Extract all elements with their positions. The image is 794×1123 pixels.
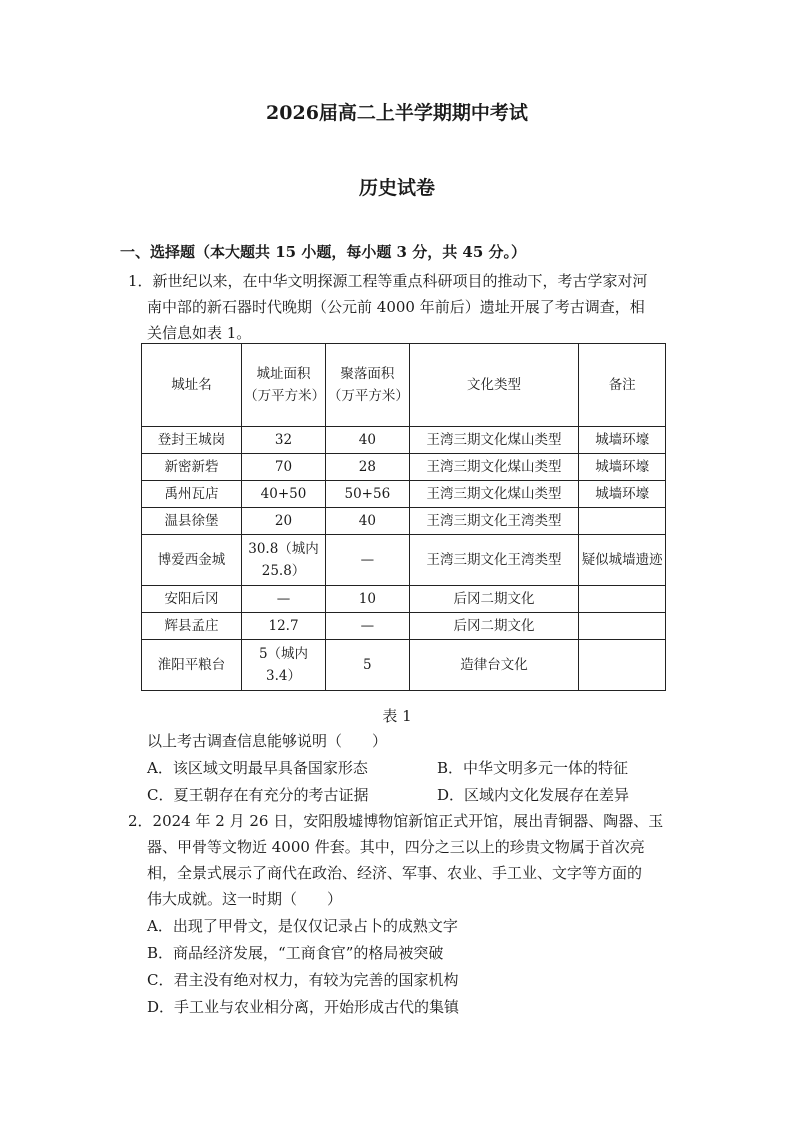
question-2-option-c[interactable]: C．君主没有绝对权力，有较为完善的国家机构 bbox=[147, 971, 459, 989]
table-row bbox=[142, 535, 666, 586]
table-cell bbox=[579, 586, 666, 613]
table-cell bbox=[579, 613, 666, 640]
table-cell: 城墙环壕 bbox=[579, 481, 666, 508]
sites-table bbox=[141, 343, 666, 691]
exam-title: 2026届高二上半学期期中考试 bbox=[266, 102, 528, 124]
table-cell: 20 bbox=[242, 508, 326, 535]
question-1-option-c[interactable]: C．夏王朝存在有充分的考古证据 bbox=[147, 786, 369, 804]
table-cell: 王湾三期文化煤山类型 bbox=[409, 427, 579, 454]
table-row bbox=[142, 508, 666, 535]
table-cell: 后冈二期文化 bbox=[409, 586, 579, 613]
table-cell: 28 bbox=[325, 454, 409, 481]
question-1-option-b[interactable]: B．中华文明多元一体的特征 bbox=[437, 759, 629, 777]
question-2-stem-line-3: 相，全景式展示了商代在政治、经济、军事、农业、手工业、文字等方面的 bbox=[147, 864, 643, 882]
table-cell: — bbox=[325, 613, 409, 640]
table-cell: 50+56 bbox=[325, 481, 409, 508]
table-caption: 表 1 bbox=[382, 707, 412, 725]
table-cell bbox=[579, 508, 666, 535]
table-cell: 5（城内 3.4） bbox=[242, 640, 326, 691]
table-cell: 王湾三期文化煤山类型 bbox=[409, 481, 579, 508]
question-2-option-a[interactable]: A．出现了甲骨文，是仅仅记录占卜的成熟文字 bbox=[147, 917, 458, 935]
table-cell: 70 bbox=[242, 454, 326, 481]
table-cell: 10 bbox=[325, 586, 409, 613]
table-cell: 新密新砦 bbox=[142, 454, 242, 481]
table-cell bbox=[579, 640, 666, 691]
table-cell: 32 bbox=[242, 427, 326, 454]
table-cell: 辉县孟庄 bbox=[142, 613, 242, 640]
table-cell: 40+50 bbox=[242, 481, 326, 508]
table-cell: 王湾三期文化王湾类型 bbox=[409, 535, 579, 586]
question-1-stem-line-1: 1．新世纪以来，在中华文明探源工程等重点科研项目的推动下，考古学家对河 bbox=[128, 272, 648, 290]
table-cell: 造律台文化 bbox=[409, 640, 579, 691]
table-header: 文化类型 bbox=[409, 344, 579, 427]
table-header-row bbox=[142, 344, 666, 427]
table-cell: — bbox=[242, 586, 326, 613]
table-row bbox=[142, 640, 666, 691]
table-cell: 王湾三期文化王湾类型 bbox=[409, 508, 579, 535]
table-cell: 淮阳平粮台 bbox=[142, 640, 242, 691]
table-cell: 安阳后冈 bbox=[142, 586, 242, 613]
table-cell: 40 bbox=[325, 427, 409, 454]
table-header: 城址面积（万平方米） bbox=[242, 344, 326, 427]
question-2-option-d[interactable]: D．手工业与农业相分离，开始形成古代的集镇 bbox=[147, 998, 460, 1016]
table-header: 聚落面积（万平方米） bbox=[325, 344, 409, 427]
question-1-option-d[interactable]: D．区域内文化发展存在差异 bbox=[437, 786, 630, 804]
table-cell: 登封王城岗 bbox=[142, 427, 242, 454]
question-2-stem-line-4: 伟大成就。这一时期（ ） bbox=[147, 890, 343, 908]
table-cell: 温县徐堡 bbox=[142, 508, 242, 535]
table-row bbox=[142, 481, 666, 508]
table-cell: 5 bbox=[325, 640, 409, 691]
question-2-stem-line-2: 器、甲骨等文物近 4000 件套。其中，四分之三以上的珍贵文物属于首次亮 bbox=[147, 838, 645, 856]
table-row bbox=[142, 427, 666, 454]
question-2-option-b[interactable]: B．商品经济发展，“工商食官”的格局被突破 bbox=[147, 944, 444, 962]
table-header: 城址名 bbox=[142, 344, 242, 427]
table-cell: 疑似城墙遗迹 bbox=[579, 535, 666, 586]
table-cell: 禹州瓦店 bbox=[142, 481, 242, 508]
section-heading: 一、选择题（本大题共 15 小题，每小题 3 分，共 45 分。） bbox=[120, 243, 527, 261]
question-2-stem-line-1: 2．2024 年 2 月 26 日，安阳殷墟博物馆新馆正式开馆，展出青铜器、陶器、玉 bbox=[128, 812, 664, 830]
table-cell: 12.7 bbox=[242, 613, 326, 640]
table-row bbox=[142, 613, 666, 640]
table-cell: 城墙环壕 bbox=[579, 427, 666, 454]
question-1-option-a[interactable]: A．该区域文明最早具备国家形态 bbox=[147, 759, 368, 777]
subject-title: 历史试卷 bbox=[358, 177, 435, 199]
question-1-prompt: 以上考古调查信息能够说明（ ） bbox=[147, 732, 388, 750]
question-1-stem-line-2: 南中部的新石器时代晚期（公元前 4000 年前后）遗址开展了考古调查，相 bbox=[147, 298, 645, 316]
table-cell: — bbox=[325, 535, 409, 586]
table-header: 备注 bbox=[579, 344, 666, 427]
table-cell: 40 bbox=[325, 508, 409, 535]
table-cell: 博爱西金城 bbox=[142, 535, 242, 586]
table-cell: 后冈二期文化 bbox=[409, 613, 579, 640]
question-1-stem-line-3: 关信息如表 1。 bbox=[147, 324, 252, 342]
table-cell: 城墙环壕 bbox=[579, 454, 666, 481]
table-row bbox=[142, 454, 666, 481]
table-row bbox=[142, 586, 666, 613]
table-cell: 30.8（城内 25.8） bbox=[242, 535, 326, 586]
table-cell: 王湾三期文化煤山类型 bbox=[409, 454, 579, 481]
